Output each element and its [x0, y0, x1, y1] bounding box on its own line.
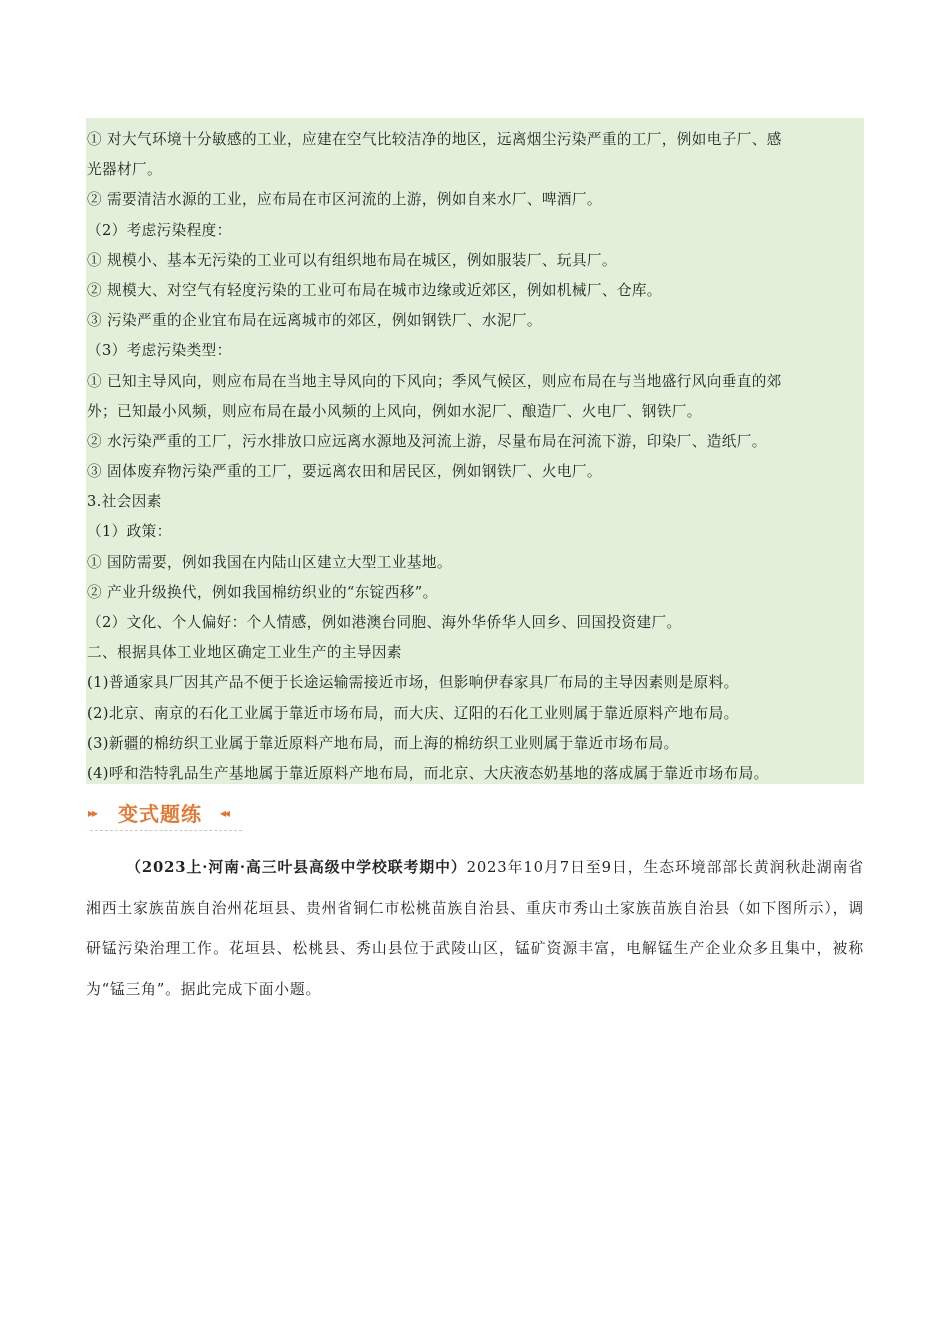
section-header-variant-practice	[88, 796, 244, 832]
note-line: (2)北京、南京的石化工业属于靠近市场布局，而大庆、辽阳的石化工业则属于靠近原料产地布局。	[87, 704, 739, 722]
note-line: 外；已知最小风频，则应布局在最小风频的上风向，例如水泥厂、酿造厂、火电厂、钢铁厂。	[87, 402, 702, 420]
question-text: 2023年10月7日至9日，生态环境部部长黄润秋赴湖南省湘西土家族苗族自治州花垣县、贵州省铜仁市松桃苗族自治县、重庆市秀山土家族苗族自治县（如下图所示），调研锰污染治理工作。花垣县、松桃县、秀山县位于武陵山区，锰矿资源丰富，电解锰生产企业众多且集中，被称为“锰三角”。据此完成下面小题。	[86, 859, 864, 998]
note-line: ③ 固体废弃物污染严重的工厂，要远离农田和居民区，例如钢铁厂、火电厂。	[87, 463, 602, 481]
note-line: (4)呼和浩特乳品生产基地属于靠近原料产地布局，而北京、大庆液态奶基地的落成属于靠近市场布局。	[87, 764, 769, 782]
note-line: ① 对大气环境十分敏感的工业，应建在空气比较洁净的地区，远离烟尘污染严重的工厂，例如电子厂、感	[87, 131, 782, 148]
double-arrow-left-icon: ◂◂	[220, 806, 229, 820]
note-line: (3)新疆的棉纺织工业属于靠近原料产地布局，而上海的棉纺织工业则属于靠近市场布局。	[87, 734, 679, 752]
note-line: （3）考虑污染类型：	[87, 342, 232, 360]
note-line: ② 需要清洁水源的工业，应布局在市区河流的上游，例如自来水厂、啤酒厂。	[87, 191, 602, 209]
note-line: ① 已知主导风向，则应布局在当地主导风向的下风向；季风气候区，则应布局在与当地盛行风向垂直的郊	[87, 372, 782, 390]
note-line: 3.社会因素	[87, 493, 162, 511]
note-line: （2）文化、个人偏好：个人情感，例如港澳台同胞、海外华侨华人回乡、回国投资建厂。	[87, 614, 682, 631]
note-line: 二、根据具体工业地区确定工业生产的主导因素	[87, 644, 402, 662]
note-line: ① 规模小、基本无污染的工业可以有组织地布局在城区，例如服装厂、玩具厂。	[87, 251, 617, 269]
note-line: 光器材厂。	[87, 161, 162, 179]
note-line: ② 水污染严重的工厂，污水排放口应远离水源地及河流上游，尽量布局在河流下游，印染厂、造纸厂。	[87, 432, 767, 450]
section-title: 变式题练	[118, 802, 202, 826]
question-stem	[86, 848, 864, 1010]
section-divider	[90, 830, 242, 831]
note-line: ② 产业升级换代，例如我国棉纺织业的“东锭西移”。	[87, 583, 438, 601]
note-line: ① 国防需要，例如我国在内陆山区建立大型工业基地。	[87, 553, 452, 571]
double-arrow-right-icon: ▸▸	[88, 806, 97, 820]
question-source: （2023上·河南·高三叶县高级中学校联考期中）	[126, 859, 467, 876]
knowledge-notes-box	[86, 118, 864, 784]
note-line: ③ 污染严重的企业宜布局在远离城市的郊区，例如钢铁厂、水泥厂。	[87, 312, 542, 330]
note-line: （2）考虑污染程度：	[87, 221, 232, 239]
note-line: （1）政策：	[87, 523, 172, 541]
note-line: (1)普通家具厂因其产品不便于长途运输需接近市场，但影响伊春家具厂布局的主导因素则是原料。	[87, 674, 739, 692]
note-line: ② 规模大、对空气有轻度污染的工业可布局在城市边缘或近郊区，例如机械厂、仓库。	[87, 281, 662, 299]
